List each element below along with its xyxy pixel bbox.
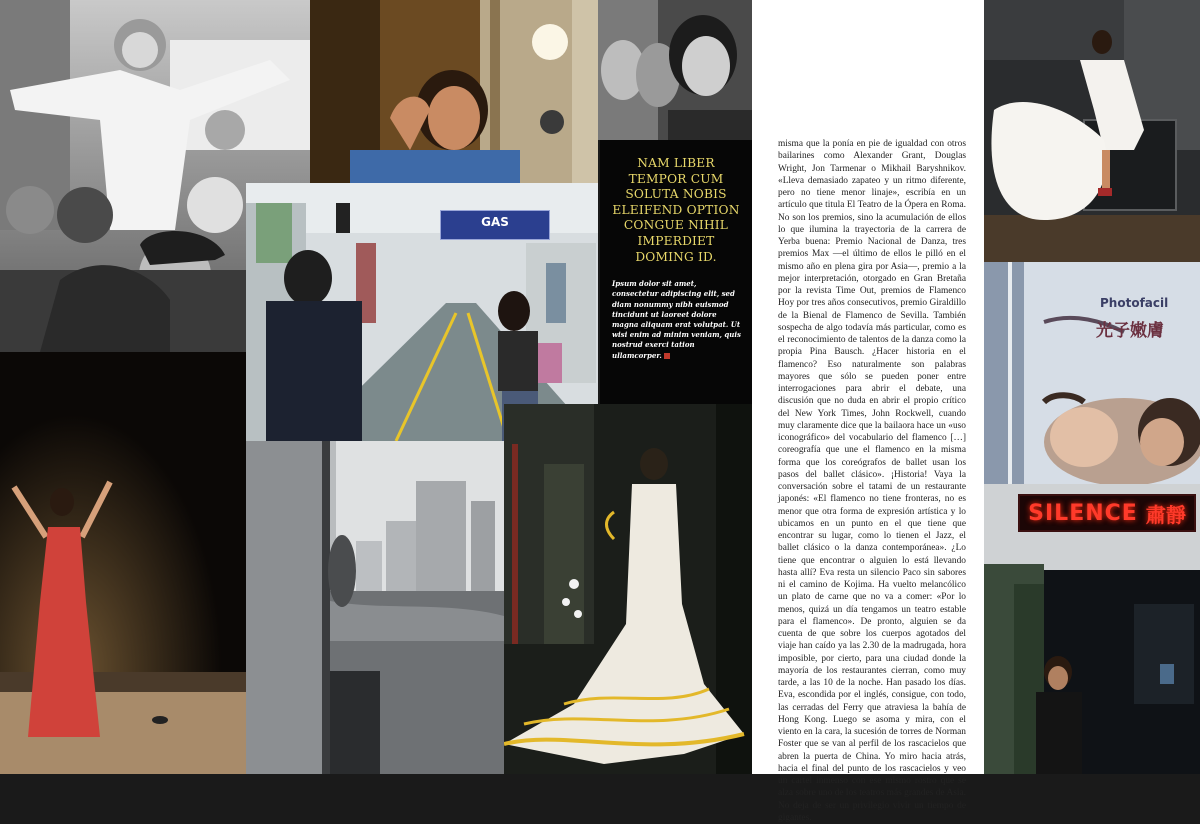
photo-woman-headset <box>310 0 598 183</box>
end-mark-icon <box>664 353 670 359</box>
gas-sign-label: GAS <box>481 215 509 229</box>
pull-quote-body <box>612 279 744 361</box>
photo-woman-window-skyline <box>246 441 504 774</box>
silence-neon-sign <box>1018 494 1196 532</box>
article-body <box>778 138 966 824</box>
silence-sign-text: SILENCE <box>1028 500 1138 526</box>
article-paragraph: misma que la ponía en pie de igualdad con otros bailarines como Alexander Grant, Douglas Wright, Jon Tarmenar o Mikhail Baryshnikov. «Lleva demasiado zapateo y un ritmo diferente, pero no tiene menor linaje», escribía en un artículo que titula El Teatro de la Ópera en Roma. No son los premios, sino la acumulación de ellos lo que ilumina la trayectoria de la carrera de Yerba buena: Premio Nacional de Danza, tres premios Max —el último de ellos le pilló en el mismo año en plena gira por Asia—, premio a la mejor interpretación, otorgado en Gran Bretaña por la revista Time Out, premios de Flamenco Hoy por tres años consecutivos, premio Giraldillo de la Bienal de Flamenco de Sevilla. También sospecha de algo todavía más particular, como es el reconocimiento de talentos de la danza como la propia Pina Bausch. ¿Hacer historia en el flamenco? Eso naturalmente son palabras mayores que sólo se pueden poner entre interrogaciones para abrir el debate, una discusión que no duda en abrir el propio crítico del New York Times, John Rockwell, cuando muy claramente dice que la bailaora hace un «uso iconográfico» del vocabulario del flamenco […] coreografía que une el flamenco en la misma forma que los coreógrafos de ballet usan los pasos del ballet clásico». ¡Historia! Vaya la conversación sobre el tatami de un restaurante japonés: «El flamenco no tiene fronteras, no es menor que otra forma de expresión artística y lo ubicamos en un punto en el que tiene que encontrar su lugar, como lo tienen el Jazz, el ballet clásico o la danza contemporánea». ¿Lo tiene que encontrar o alguien lo está llevando hasta allí? Eva resta un silencio Paco sin sabores ni el camino de Kojima. Ha vuelto melancólico un plato de carne que no va a comer: «Por lo menos, quizá un día tengamos un teatro estable para el flamenco». De pronto, alguien se da cuenta de que sobre los cuerpos agotados del viaje han caído ya las 2.30 de la madrugada, hora imposible, por cierto, para una ciudad donde la mayoría de los restaurantes cierran, como muy tarde, a las 10 de la noche. Han pasado los días. Eva, escondida por el inglés, consigue, con todo, las cerradas del Ferry que atraviesa la bahía de Hong Kong. Luego se asoma y mira, con el viento en la cara, la sucesión de torres de Norman Foster que se van al perfil de los rascacielos que abren la puerta de China. Yo miro hacia atrás, hacia el final del punto de los rascacielos y veo un cartel inmenso con ese mismo rostro que se alza sobre uno de los teatros más grandes de Asia. No deja de ser un privilegio vivir un tiempo de gigantes. <box>778 139 966 823</box>
silence-sign-cjk-text: 肅靜 <box>1145 502 1186 527</box>
gas-station-sign <box>440 210 550 240</box>
article-column <box>752 0 984 823</box>
poster-cjk-text: 光子嫩膚 <box>1096 321 1164 341</box>
pull-quote-headline: NAM LIBER TEMPOR CUM SOLUTA NOBIS ELEIFEND OPTION CONGUE NIHIL IMPERDIET DOMING ID. <box>612 156 740 264</box>
photo-dancer-red-dress <box>0 352 246 774</box>
pull-quote-panel <box>600 140 752 404</box>
photo-man-glasses <box>598 0 752 140</box>
poster-brand-text: Photofacil <box>1100 296 1169 310</box>
pull-quote-body-wrap <box>600 279 752 361</box>
pull-quote-body-text: Ipsum dolor sit amet, consectetur adipiscing elit, sed diam nonummy nibh euismod tincidunt ut laoreet dolore magna aliquam erat volutpat. Ut wisi enim ad minim veniam, quis nostrud exerci tation ullamcorper. <box>612 279 741 360</box>
photo-woman-white-dress-seated <box>984 0 1200 262</box>
photo-flamenco-dress <box>504 404 752 774</box>
